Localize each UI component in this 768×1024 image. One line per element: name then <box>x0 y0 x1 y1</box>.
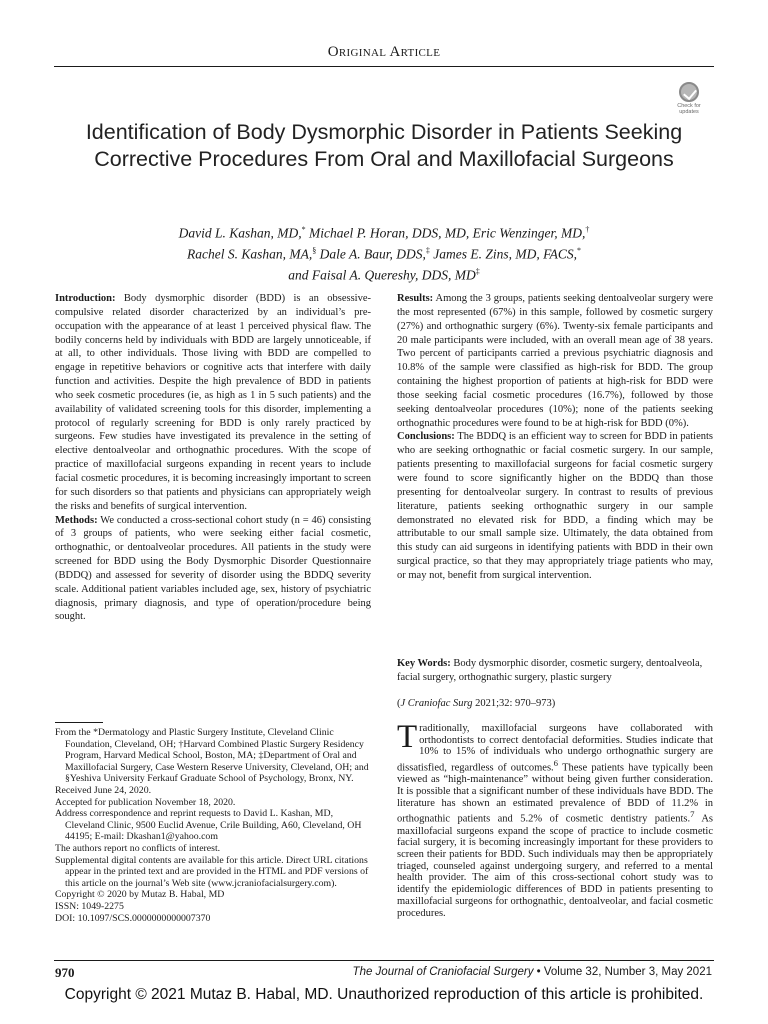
citation-line: (J Craniofac Surg 2021;32: 970–973) <box>397 698 556 709</box>
abstract-results: Results: Among the 3 groups, patients seeking dentoalveolar surgery were the most represented (67%) in this sample, followed by cosmetic surgery (27%) and orthognathic surgery (6%). Twenty-six female participants and 20 male participants were included, with an overall mean age of 38 years. Two percent of participants carried a previous psychiatric diagnosis and 10.8% of the sample were classified as high-risk for BDD. The group containing the highest proportion of patients at high-risk for BDD were those seeking facial cosmetic procedures (16.7%), followed by those seeking dentoalveolar procedures (10%); none of the patients seeking orthognathic procedures were found to be at high-risk for BDD (0%). <box>397 293 713 429</box>
affiliation-text: From the *Dermatology and Plastic Surgery Institute, Cleveland Clinic Foundation, Cleveland, OH; †Harvard Combined Plastic Surgery Residency Program, Harvard Medical School, Boston, MA; ‡Department of Oral and Maxillofacial Surgery, Case Western Reserve University, Cleveland, OH; and §Yeshiva University Ferkauf Graduate School of Psychology, Bronx, NY. <box>55 727 369 785</box>
author-list <box>60 221 708 284</box>
conflict-statement: The authors report no conflicts of interest. <box>55 842 221 854</box>
doi: DOI: 10.1097/SCS.0000000000007370 <box>55 912 211 924</box>
check-for-updates-icon <box>679 82 699 102</box>
drop-cap: T <box>397 719 418 755</box>
keywords: Key Words: Body dysmorphic disorder, cosmetic surgery, dentoalveola, facial surgery, orthognathic surgery, plastic surgery <box>397 658 703 683</box>
accepted-date: Accepted for publication November 18, 2020. <box>55 796 236 808</box>
correspondence-address: Address correspondence and reprint requests to David L. Kashan, MD, Cleveland Clinic, 9500 Euclid Avenue, Crile Building, A60, Cleveland, OH 44195; E-mail: Dkashan1@yahoo.com <box>55 808 362 843</box>
issn: ISSN: 1049-2275 <box>55 900 124 912</box>
author-line-2: Rachel S. Kashan, MA,§ Dale A. Baur, DDS,‡ James E. Zins, MD, FACS,* <box>187 246 581 262</box>
author-line-1: David L. Kashan, MD,* Michael P. Horan, DDS, MD, Eric Wenzinger, MD,† <box>178 225 590 241</box>
abstract-left-column <box>55 292 371 624</box>
reference-link[interactable]: 6 <box>553 758 559 769</box>
journal-info: The Journal of Craniofacial Surgery • Volume 32, Number 3, May 2021 <box>352 966 712 978</box>
abstract-right-column <box>397 292 713 583</box>
article-title: Identification of Body Dysmorphic Disorder in Patients Seeking Corrective Procedures From Oral and Maxillofacial Surgeons <box>85 120 683 171</box>
introduction-body: Traditionally, maxillofacial surgeons have collaborated with orthodontists to correct dentofacial deformities. Studies indicate that 10% to 15% of individuals who undergo orthognathic surgery are dissatisfied, regardless of outcomes.$^6$ These patients have typically been viewed as “high-maintenance” without being given further consideration. It is possible that a significant number of these individuals have BDD. The literature has shown an estimated prevalence of BDD of 11.2% in orthognathic patients and 5.2% of cosmetic dentistry patients.$^7$ As maxillofacial surgeons expand the scope of practice to include cosmetic facial surgery, it is becoming increasingly important for these providers to screen their patients for BDD. Such individuals may then be appropriately triaged, counseled against undergoing surgery, and referred to a mental health provider. The aim of this cross-sectional cohort study was to identify the epidemiologic differences of BDD in patients presenting to maxillofacial surgeons for orthognathic, dentoalveolar, and facial cosmetic procedures. <box>397 719 714 919</box>
copyright-banner: Copyright © 2021 Mutaz B. Habal, MD. Unauthorized reproduction of this article is prohibited. <box>64 986 704 1003</box>
section-label: Original Article <box>327 44 441 60</box>
author-line-3: and Faisal A. Quereshy, DDS, MD‡ <box>288 267 480 283</box>
received-date: Received June 24, 2020. <box>55 784 152 796</box>
crossmark-caption: Check for updates <box>677 103 701 115</box>
page-number: 970 <box>55 965 75 980</box>
affiliation-footnotes <box>55 727 371 924</box>
header-rule <box>54 66 714 67</box>
abstract-methods: Methods: We conducted a cross-sectional cohort study (n = 46) consisting of 3 groups of patients, who were seeking either facial cosmetic, orthognathic, or dentoalveolar procedures. All patients in the study were screened for BDD using the Body Dysmorphic Disorder Questionnaire (BDDQ) and assessed for severity of disorder using the BDDQ severity scale. Additional patient variables included age, sex, history of psychiatric diagnosis, primary diagnosis, and type of operation/procedure being sought. <box>55 514 371 623</box>
copyright-note: Copyright © 2020 by Mutaz B. Habal, MD <box>55 889 225 901</box>
footer-rule <box>54 960 714 961</box>
crossmark-badge[interactable] <box>668 82 710 122</box>
reference-link[interactable]: 7 <box>690 809 695 820</box>
footnote-rule <box>55 722 103 723</box>
abstract-conclusions: Conclusions: The BDDQ is an efficient way to screen for BDD in patients who are seeking orthognathic or facial cosmetic surgery. In our sample, patients presenting to maxillofacial surgeons for facial cosmetic surgery were found to score significantly higher on the BDDQ than those presenting for dentoalveolar surgery. In contrast to results of previous literature, patients seeking orthognathic surgery in our sample demonstrated no elevated risk for BDD, a finding which may be attributable to our small sample size. Ultimately, the data obtained from this study can aid surgeons in identifying patients with BDD in their own surgical practice, so that they may appropriately triage patients who may, or may not, benefit from surgical intervention. <box>397 431 713 581</box>
supplemental-note: Supplemental digital contents are available for this article. Direct URL citations appear in the printed text and are provided in the HTML and PDF versions of this article on the journal’s Web site (www.jcraniofacialsurgery.com). <box>55 854 369 889</box>
abstract-introduction: Introduction: Body dysmorphic disorder (BDD) is an obsessive-compulsive related disorder characterized by an individual’s pre-occupation with the appearance of at least 1 perceived physical flaw. The bodily concerns held by individuals with BDD are largely unnoticeable, if at all, to other individuals. Those living with BDD are compelled to engage in repetitive behaviors or cognitive acts that interfere with daily function and activities. Despite the high prevalence of BDD in patients who seek cosmetic procedures (ie, as high as 1 in 5 such patients) and the availability of validated screening tools for this disorder, implementing a protocol of regularly screening for BDD is only rarely practiced by surgeons. Few studies have investigated its prevalence in the setting of elective dentoalveolar and orthognathic procedures. With the scope of practice of maxillofacial surgeons expanding in recent years to include facial cosmetic procedures, it is becoming increasingly important to screen for such disorders so that patients and physicians can appropriately weigh the risks and benefits of surgical intervention. <box>55 293 371 512</box>
